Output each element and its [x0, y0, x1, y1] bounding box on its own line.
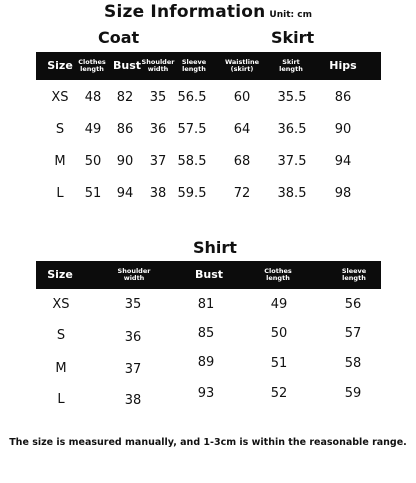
- table-cell: 68: [233, 154, 251, 169]
- table-cell: S: [55, 122, 65, 137]
- table-cell: XS: [52, 297, 70, 312]
- table-cell: 35.5: [277, 90, 307, 105]
- coat-skirt-header-bar: [36, 52, 381, 80]
- table-cell: 58: [344, 356, 362, 371]
- table-cell: 48: [84, 90, 102, 105]
- measurement-note: The size is measured manually, and 1-3cm is within the reasonable range.: [9, 437, 407, 448]
- table-cell: M: [55, 361, 67, 376]
- table-cell: 98: [334, 186, 352, 201]
- table-cell: 36: [124, 330, 142, 345]
- table-cell: 51: [84, 186, 102, 201]
- table-cell: 94: [334, 154, 352, 169]
- table-cell: 56.5: [177, 90, 207, 105]
- coat-skirt-header-hips: Hips: [329, 59, 357, 73]
- table-cell: 37: [149, 154, 167, 169]
- table-cell: 52: [270, 386, 288, 401]
- coat-skirt-header-shoulder-width: Shoulder width: [141, 58, 175, 73]
- table-cell: 38.5: [277, 186, 307, 201]
- table-cell: 86: [116, 122, 134, 137]
- table-cell: XS: [51, 90, 69, 105]
- coat-skirt-header-sleeve-length: Sleeve length: [181, 58, 207, 73]
- shirt-header-shoulder-width: Shoulder width: [117, 267, 151, 282]
- table-cell: 50: [84, 154, 102, 169]
- title-text: Size Information: [104, 2, 266, 22]
- table-cell: 50: [270, 326, 288, 341]
- coat-skirt-header-skirt-length: Skirt length: [279, 58, 303, 73]
- table-cell: 58.5: [177, 154, 207, 169]
- coat-skirt-header-size: Size: [47, 59, 73, 73]
- coat-skirt-header-bust: Bust: [112, 59, 142, 73]
- table-cell: 37: [124, 362, 142, 377]
- table-cell: 90: [334, 122, 352, 137]
- table-cell: S: [56, 328, 66, 343]
- table-cell: 49: [270, 297, 288, 312]
- table-cell: 56: [344, 297, 362, 312]
- shirt-section-title: Shirt: [193, 238, 237, 257]
- shirt-header-size: Size: [47, 268, 73, 282]
- table-cell: 94: [116, 186, 134, 201]
- table-cell: 36.5: [277, 122, 307, 137]
- table-cell: L: [56, 186, 64, 201]
- table-cell: 85: [197, 326, 215, 341]
- table-cell: 57: [344, 326, 362, 341]
- table-cell: 51: [270, 356, 288, 371]
- shirt-header-bust: Bust: [194, 268, 224, 282]
- shirt-header-sleeve-length: Sleeve length: [341, 267, 367, 282]
- table-cell: 49: [84, 122, 102, 137]
- table-cell: 72: [233, 186, 251, 201]
- table-cell: 86: [334, 90, 352, 105]
- table-cell: 36: [149, 122, 167, 137]
- table-cell: 35: [124, 297, 142, 312]
- table-cell: 38: [149, 186, 167, 201]
- unit-label: Unit: cm: [269, 10, 312, 20]
- table-cell: 90: [116, 154, 134, 169]
- page-title: [0, 2, 416, 22]
- table-cell: 89: [197, 355, 215, 370]
- table-cell: 35: [149, 90, 167, 105]
- table-cell: M: [54, 154, 66, 169]
- coat-skirt-header-waistline: Waistline (skirt): [224, 58, 260, 73]
- skirt-section-title: Skirt: [271, 28, 315, 47]
- table-cell: 82: [116, 90, 134, 105]
- shirt-header-clothes-length: Clothes length: [264, 267, 292, 282]
- table-cell: 64: [233, 122, 251, 137]
- table-cell: 38: [124, 393, 142, 408]
- table-cell: L: [57, 392, 65, 407]
- table-cell: 59.5: [177, 186, 207, 201]
- table-cell: 81: [197, 297, 215, 312]
- table-cell: 59: [344, 386, 362, 401]
- coat-section-title: Coat: [98, 28, 140, 47]
- table-cell: 37.5: [277, 154, 307, 169]
- table-cell: 60: [233, 90, 251, 105]
- coat-skirt-header-clothes-length: Clothes length: [78, 58, 106, 73]
- shirt-header-bar: [36, 261, 381, 289]
- table-cell: 57.5: [177, 122, 207, 137]
- table-cell: 93: [197, 386, 215, 401]
